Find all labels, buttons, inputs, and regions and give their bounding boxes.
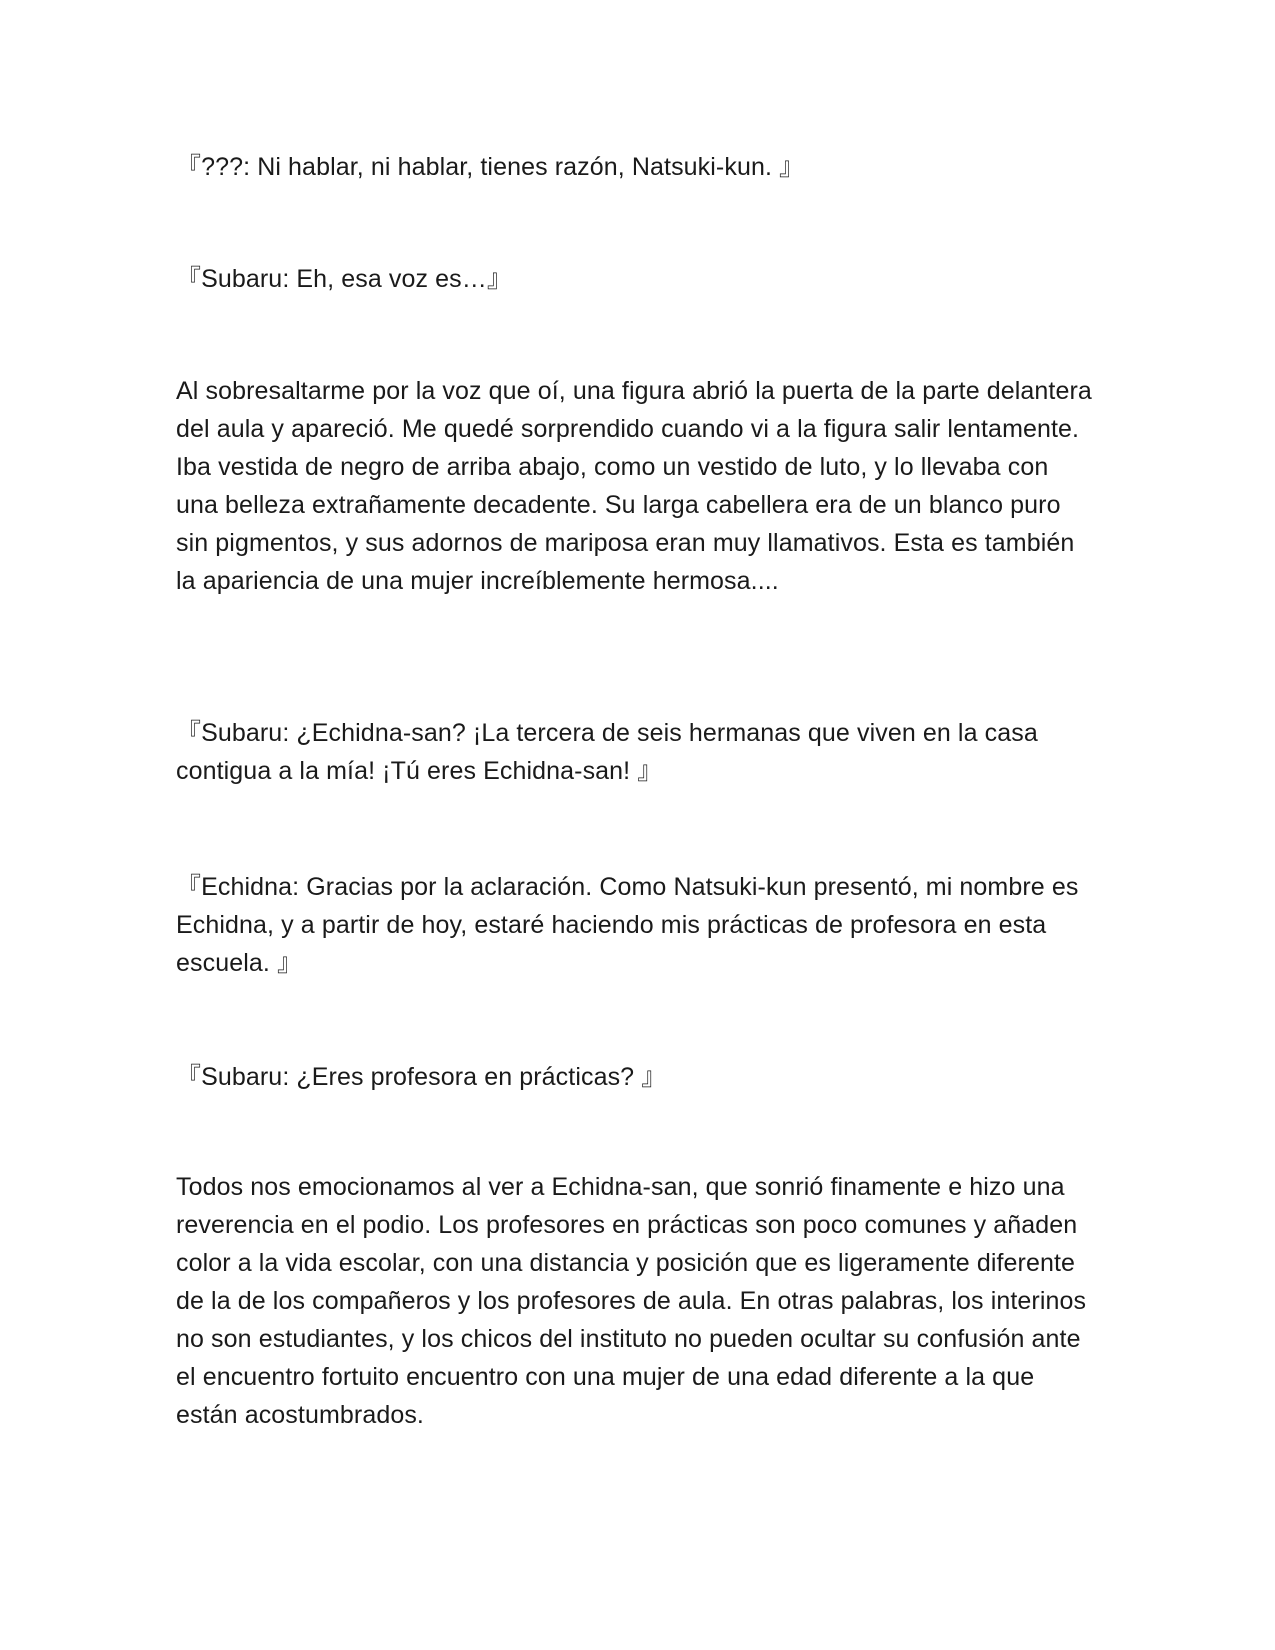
dialogue-line-unknown: 『???: Ni hablar, ni hablar, tienes razón, Natsuki-kun. 』 <box>176 153 805 181</box>
dialogue-line-subaru-question: 『Subaru: ¿Eres profesora en prácticas? 』 <box>176 1063 667 1091</box>
dialogue-line-subaru-voice: 『Subaru: Eh, esa voz es…』 <box>176 265 512 293</box>
dialogue-line-echidna: 『Echidna: Gracias por la aclaración. Como Natsuki-kun presentó, mi nombre es Echidna, y a partir de hoy, estaré haciendo mis prácticas de profesora en esta escuela. 』 <box>176 873 1079 977</box>
dialogue-line-subaru-echidna: 『Subaru: ¿Echidna-san? ¡La tercera de seis hermanas que viven en la casa contigua a la mía! ¡Tú eres Echidna-san! 』 <box>176 719 1038 785</box>
narration-paragraph-figure: Al sobresaltarme por la voz que oí, una figura abrió la puerta de la parte delantera del aula y apareció. Me quedé sorprendido cuando vi a la figura salir lentamente. Iba vestida de negro de arriba abajo, como un vestido de luto, y lo llevaba con una belleza extrañamente decadente. Su larga cabellera era de un blanco puro sin pigmentos, y sus adornos de mariposa eran muy llamativos. Esta es también la apariencia de una mujer increíblemente hermosa.... <box>176 377 1092 595</box>
narration-paragraph-teachers: Todos nos emocionamos al ver a Echidna-san, que sonrió finamente e hizo una reverencia en el podio. Los profesores en prácticas son poco comunes y añaden color a la vida escolar, con una distancia y posición que es ligeramente diferente de la de los compañeros y los profesores de aula. En otras palabras, los interinos no son estudiantes, y los chicos del instituto no pueden ocultar su confusión ante el encuentro fortuito encuentro con una mujer de una edad diferente a la que están acostumbrados. <box>176 1173 1087 1429</box>
